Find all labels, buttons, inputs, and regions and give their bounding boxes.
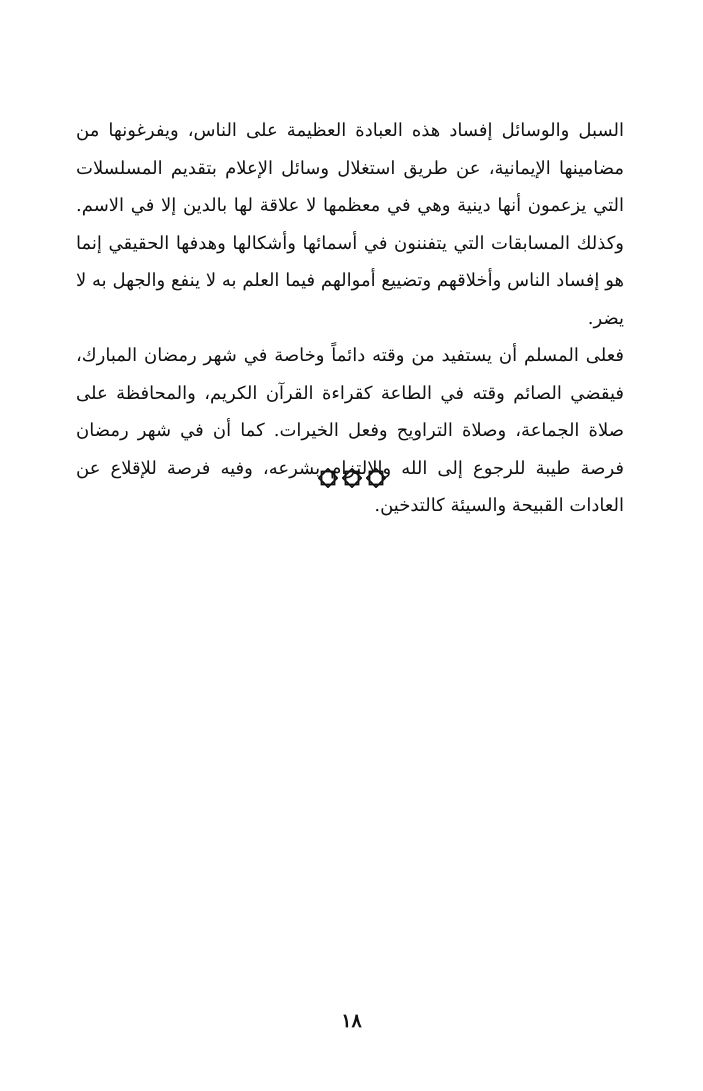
paragraph-2: فعلى المسلم أن يستفيد من وقته دائماً وخاصة في شهر رمضان المبارك، فيقضي الصائم وقته في الطاعة كقراءة القرآن الكريم، والمحافظة على صلاة الجماعة، وصلاة التراويح وفعل الخيرات. كما أن في شهر رمضان فرصة طيبة للرجوع إلى الله والالتزام بشرعه، وفيه فرصة للإقلاع عن العادات القبيحة والسيئة كالتدخين.: [76, 345, 624, 516]
section-divider-ornament: [0, 468, 703, 488]
page-number: ١٨: [341, 1010, 362, 1032]
eight-point-star-icon: [342, 468, 362, 488]
eight-point-star-icon: [366, 468, 386, 488]
page-body: [76, 112, 624, 525]
eight-point-star-icon: [318, 468, 338, 488]
paragraph-1: السبل والوسائل إفساد هذه العبادة العظيمة على الناس، ويفرغونها من مضامينها الإيمانية، عن طريق استغلال وسائل الإعلام بتقديم المسلسلات التي يزعمون أنها دينية وهي في معظمها لا علاقة لها بالدين إلا في الاسم. وكذلك المسابقات التي يتفننون في أسمائها وأشكالها وهدفها الحقيقي إنما هو إفساد الناس وأخلاقهم وتضييع أموالهم فيما العلم به لا ينفع والجهل به لا يضر.: [76, 120, 624, 329]
